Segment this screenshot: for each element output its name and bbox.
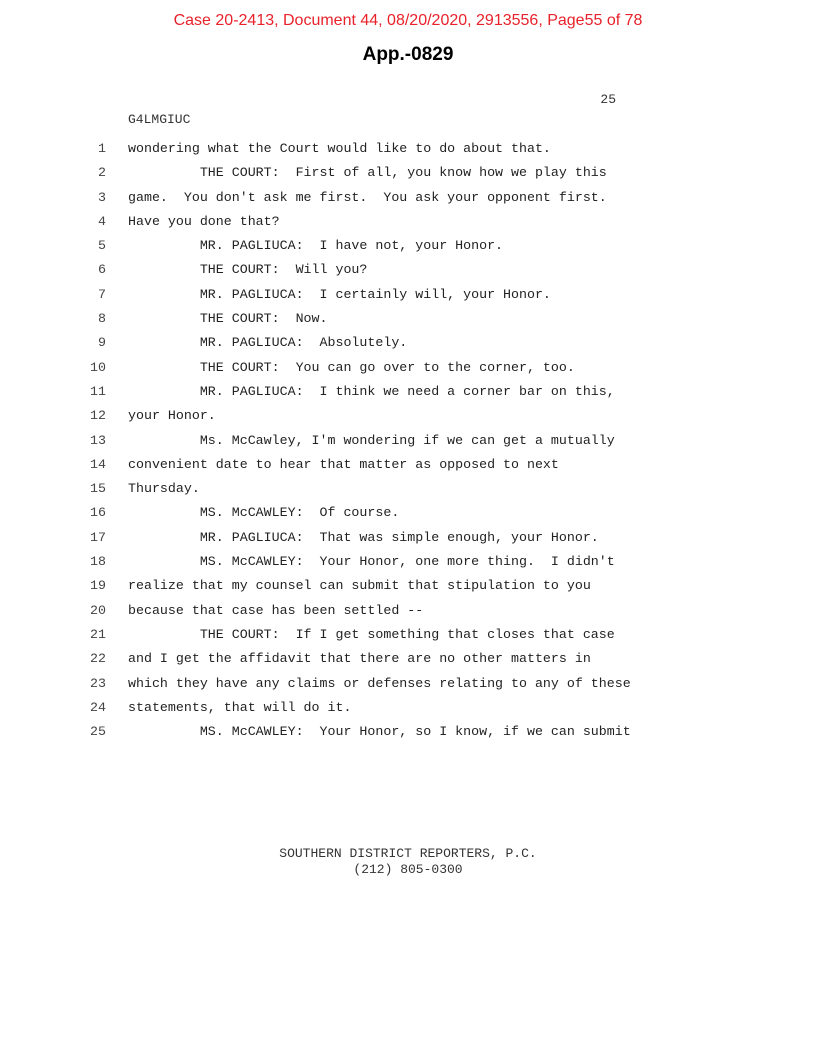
transcript-line: [0, 433, 816, 457]
line-text: convenient date to hear that matter as opposed to next: [128, 456, 559, 472]
line-number: 16: [90, 505, 106, 521]
line-number: 7: [98, 286, 106, 302]
transcript-line: [0, 408, 816, 432]
line-text: your Honor.: [128, 408, 216, 424]
line-text: Have you done that?: [128, 213, 280, 229]
line-number: 12: [90, 408, 106, 424]
line-number: 13: [90, 432, 106, 448]
line-number: 9: [98, 335, 106, 351]
transcript-line: [0, 724, 816, 748]
line-text: MR. PAGLIUCA: I have not, your Honor.: [128, 238, 504, 254]
transcript-line: [0, 141, 816, 165]
transcript-line: [0, 700, 816, 724]
line-text: MR. PAGLIUCA: I think we need a corner bar on this,: [128, 383, 615, 399]
line-text: MS. McCAWLEY: Of course.: [128, 505, 400, 521]
line-number: 5: [98, 238, 106, 254]
line-text: THE COURT: You can go over to the corner, too.: [128, 359, 575, 375]
line-number: 20: [90, 602, 106, 618]
line-number: 24: [90, 699, 106, 715]
transcript-line: [0, 335, 816, 359]
line-number: 10: [90, 359, 106, 375]
transcript-line: [0, 262, 816, 286]
line-text: realize that my counsel can submit that stipulation to you: [128, 578, 591, 594]
line-number: 4: [98, 213, 106, 229]
transcript-line: [0, 530, 816, 554]
transcript-line: [0, 238, 816, 262]
line-text: MS. McCAWLEY: Your Honor, one more thing. I didn't: [128, 554, 615, 570]
line-number: 11: [90, 383, 106, 399]
line-number: 18: [90, 554, 106, 570]
line-text: and I get the affidavit that there are no other matters in: [128, 651, 591, 667]
line-text: THE COURT: If I get something that closes that case: [128, 626, 615, 642]
line-number: 1: [98, 141, 106, 156]
appendix-number: App.-0829: [362, 44, 454, 65]
reporter-phone: (212) 805-0300: [353, 862, 463, 877]
line-text: Thursday.: [128, 481, 200, 497]
transcript-body: [0, 141, 816, 748]
case-header: Case 20-2413, Document 44, 08/20/2020, 2913556, Page55 of 78: [173, 12, 643, 29]
line-text: Ms. McCawley, I'm wondering if we can get a mutually: [128, 432, 615, 448]
transcript-line: [0, 311, 816, 335]
line-text: THE COURT: Will you?: [128, 262, 368, 278]
line-text: game. You don't ask me first. You ask your opponent first.: [128, 189, 607, 205]
transcript-line: [0, 578, 816, 602]
line-number: 3: [98, 189, 106, 205]
line-number: 14: [90, 456, 106, 472]
line-text: MS. McCAWLEY: Your Honor, so I know, if we can submit: [128, 724, 631, 740]
line-text: because that case has been settled --: [128, 602, 424, 618]
line-number: 17: [90, 529, 106, 545]
line-text: MR. PAGLIUCA: Absolutely.: [128, 335, 408, 351]
transcript-page-number: 25: [600, 92, 616, 107]
line-number: 21: [90, 626, 106, 642]
transcript-line: [0, 627, 816, 651]
transcript-line: [0, 651, 816, 675]
line-text: MR. PAGLIUCA: That was simple enough, your Honor.: [128, 529, 599, 545]
transcript-line: [0, 214, 816, 238]
line-number: 22: [90, 651, 106, 667]
transcript-line: [0, 190, 816, 214]
line-text: which they have any claims or defenses relating to any of these: [128, 675, 631, 691]
line-number: 23: [90, 675, 106, 691]
transcript-line: [0, 505, 816, 529]
line-number: 15: [90, 481, 106, 497]
line-text: MR. PAGLIUCA: I certainly will, your Honor.: [128, 286, 551, 302]
transcript-line: [0, 481, 816, 505]
line-number: 6: [98, 262, 106, 278]
line-text: THE COURT: First of all, you know how we play this: [128, 165, 607, 181]
line-number: 25: [90, 724, 106, 740]
line-text: THE COURT: Now.: [128, 311, 328, 327]
line-text: wondering what the Court would like to do about that.: [128, 141, 551, 156]
transcript-line: [0, 287, 816, 311]
transcript-line: [0, 603, 816, 627]
transcript-line: [0, 165, 816, 189]
transcript-line: [0, 457, 816, 481]
line-text: statements, that will do it.: [128, 699, 352, 715]
reporter-footer: [0, 846, 816, 878]
transcript-line: [0, 676, 816, 700]
case-code: G4LMGIUC: [128, 112, 191, 127]
line-number: 8: [98, 311, 106, 327]
transcript-line: [0, 554, 816, 578]
line-number: 19: [90, 578, 106, 594]
transcript-line: [0, 360, 816, 384]
transcript-line: [0, 384, 816, 408]
reporter-name: SOUTHERN DISTRICT REPORTERS, P.C.: [279, 846, 537, 861]
line-number: 2: [98, 165, 106, 181]
